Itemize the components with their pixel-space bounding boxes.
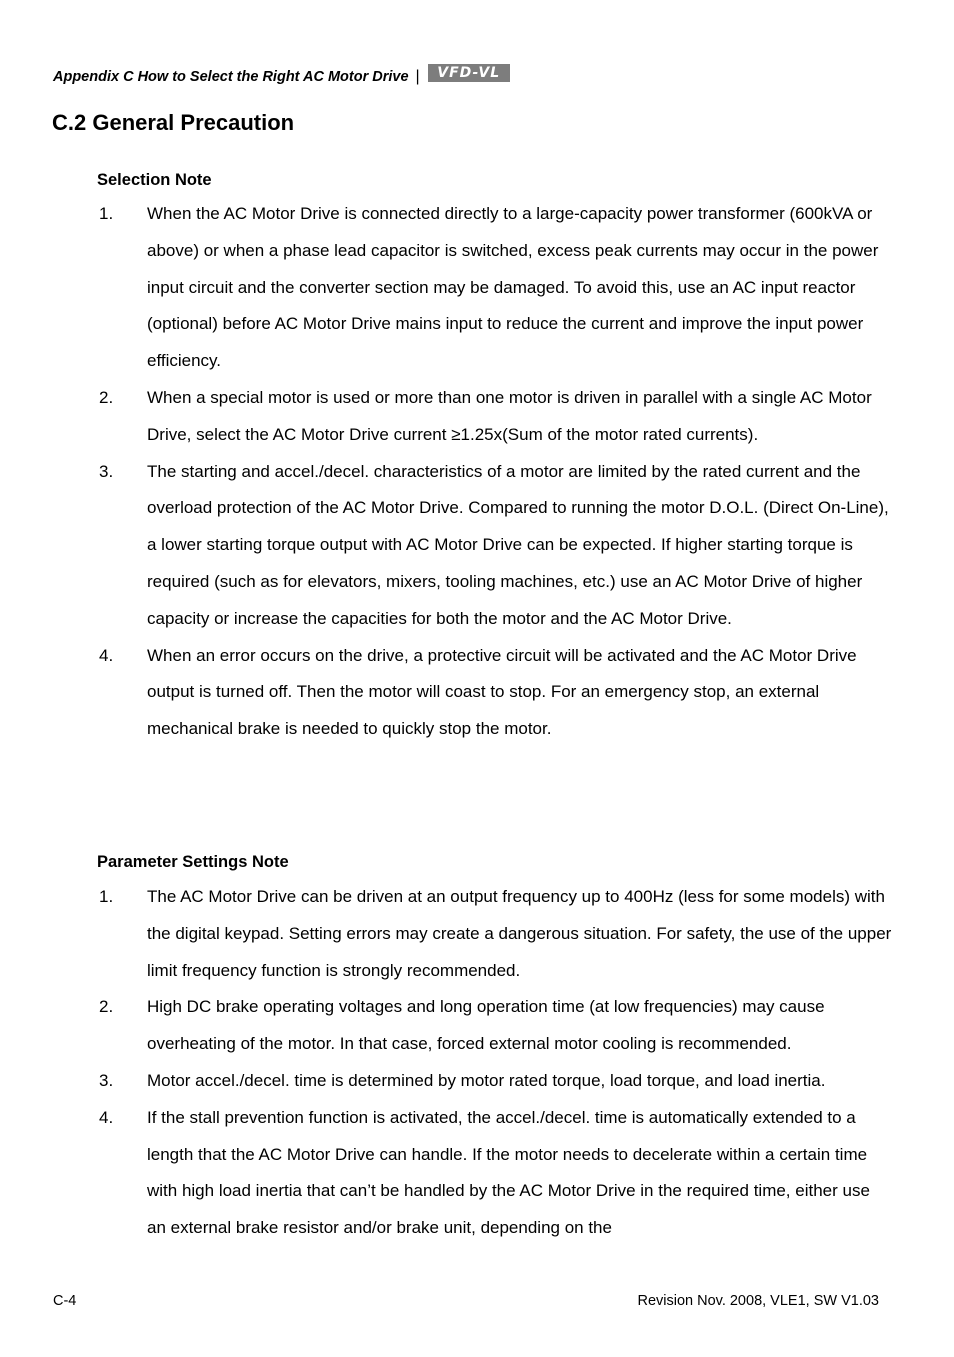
list-item — [0, 380, 954, 454]
revision-info: Revision Nov. 2008, VLE1, SW V1.03 — [637, 1293, 879, 1309]
item-number: 4. — [99, 1107, 114, 1127]
item-text: If the stall prevention function is activated, the accel./decel. time is automatically extended to a length that the AC Motor Drive can handle. If the motor needs to decelerate within a certain time with high load inertia that can’t be handled by the AC Motor Drive in the required time, either use an external brake resistor and/or brake unit, depending on the — [147, 1107, 870, 1238]
item-text: Motor accel./decel. time is determined by motor rated torque, load torque, and load inertia. — [147, 1070, 826, 1090]
item-text: The starting and accel./decel. characteristics of a motor are limited by the rated current and the overload protection of the AC Motor Drive. Compared to running the motor D.O.L. (Direct On-Line), a lower starting torque output with AC Motor Drive can be expected. If higher starting torque is required (such as for elevators, mixers, tooling machines, etc.) use an AC Motor Drive of higher capacity or increase the capacities for both the motor and the AC Motor Drive. — [147, 461, 889, 628]
item-text: When the AC Motor Drive is connected directly to a large-capacity power transformer (600kVA or above) or when a phase lead capacitor is switched, excess peak currents may occur in the power input circuit and the converter section may be damaged. To avoid this, use an AC input reactor (optional) before AC Motor Drive mains input to reduce the current and improve the input power efficiency. — [147, 204, 879, 371]
page-number: C-4 — [53, 1293, 77, 1309]
list-item — [0, 638, 954, 748]
item-number: 2. — [99, 387, 114, 407]
list-item — [0, 1063, 954, 1100]
item-text: When a special motor is used or more than one motor is driven in parallel with a single AC Motor Drive, select the AC Motor Drive current ≥1.25x(Sum of the motor rated currents). — [147, 387, 872, 444]
item-text: The AC Motor Drive can be driven at an output frequency up to 400Hz (less for some models) with the digital keypad. Setting errors may create a dangerous situation. For safety, the use of the upper limit frequency function is strongly recommended. — [147, 887, 892, 980]
header-separator: | — [415, 68, 420, 85]
list-item — [0, 454, 954, 638]
list-item — [0, 989, 954, 1063]
item-number: 3. — [99, 1070, 114, 1090]
selection-note-list — [0, 196, 954, 748]
parameter-note-heading: Parameter Settings Note — [97, 853, 289, 871]
item-text: When an error occurs on the drive, a protective circuit will be activated and the AC Motor Drive output is turned off. Then the motor will coast to stop. For an emergency stop, an external mechanical brake is needed to quickly stop the motor. — [147, 645, 857, 739]
item-number: 2. — [99, 997, 114, 1017]
vfd-vl-logo: VFD-VL — [428, 64, 510, 82]
item-number: 1. — [99, 887, 114, 906]
list-item — [0, 1100, 954, 1247]
item-text: High DC brake operating voltages and long operation time (at low frequencies) may cause overheating of the motor. In that case, forced external motor cooling is recommended. — [147, 997, 825, 1054]
list-item — [0, 196, 954, 380]
item-number: 3. — [99, 461, 114, 481]
page-header — [53, 64, 510, 90]
item-number: 1. — [99, 204, 114, 223]
selection-note-heading: Selection Note — [97, 171, 212, 189]
list-item — [0, 879, 954, 989]
item-number: 4. — [99, 645, 114, 665]
parameter-note-list — [0, 879, 954, 1247]
running-title: Appendix C How to Select the Right AC Motor Drive — [53, 69, 409, 85]
section-title: C.2 General Precaution — [52, 110, 295, 135]
